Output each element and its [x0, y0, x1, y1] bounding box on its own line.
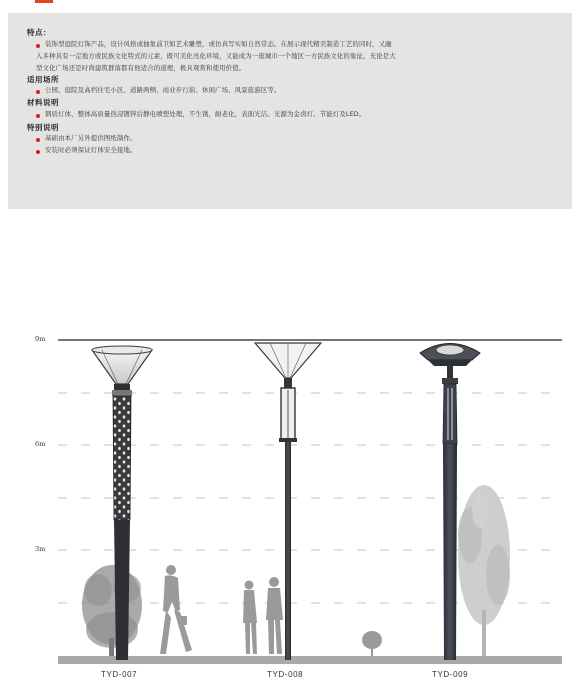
small-bush [362, 631, 382, 656]
features-title: 特点： [27, 28, 51, 37]
scale-label-6m: 6m [35, 440, 46, 448]
lamp-tyd-008 [255, 343, 321, 660]
accent-bar [35, 0, 53, 3]
notes-item-1: 基础由本厂另外提供图纸制作。 [45, 134, 137, 142]
materials-item-1: 钢质灯体，整体高质量热浸镀锌后静电喷塑处理，不生锈，耐老化，表面光洁。光源为金卤灯、节能灯及LED。 [45, 110, 366, 118]
materials-bullet [36, 114, 40, 118]
lamp-elevation-diagram [0, 320, 588, 694]
features-line-3: 型文化广场还是时尚建筑群落都有他适合的道理，极具观赏和使用价值。 [36, 64, 246, 72]
notes-bullet-2 [36, 150, 40, 154]
notes-bullet-1 [36, 138, 40, 142]
applications-title: 适用场所 [27, 75, 59, 84]
model-label-tyd-009: TYD-009 [432, 670, 469, 679]
features-bullet [36, 44, 40, 48]
applications-item-1: 公园、庭院及高档住宅小区、道路两侧、商业步行街、休闲广场、风景旅游区等。 [45, 86, 281, 94]
materials-title: 材料说明 [27, 98, 59, 107]
person-walking [160, 565, 192, 654]
notes-title: 特别说明 [27, 123, 59, 132]
applications-bullet [36, 90, 40, 94]
features-line-1: 装饰型庭院灯饰产品，设计风格或抽象前卫如艺术雕塑，或仿真写实如自然常态。在展示现代精美制造工艺的同时，又融 [45, 40, 392, 48]
tree-right [458, 485, 510, 660]
scale-label-3m: 3m [35, 545, 46, 553]
people-couple [243, 577, 283, 654]
ground [58, 656, 562, 664]
features-line-2: 入多种具有一定地方或民族文化特式的元素，既可美化亮化环境，又能成为一座城市一个地区一方民族文化的象征。无论是大 [36, 52, 396, 60]
notes-item-2: 安装时必须保证灯体安全接地。 [45, 146, 137, 154]
model-label-tyd-007: TYD-007 [101, 670, 138, 679]
scale-label-9m: 9m [35, 335, 46, 343]
tree-left [82, 565, 142, 662]
model-label-tyd-008: TYD-008 [267, 670, 304, 679]
